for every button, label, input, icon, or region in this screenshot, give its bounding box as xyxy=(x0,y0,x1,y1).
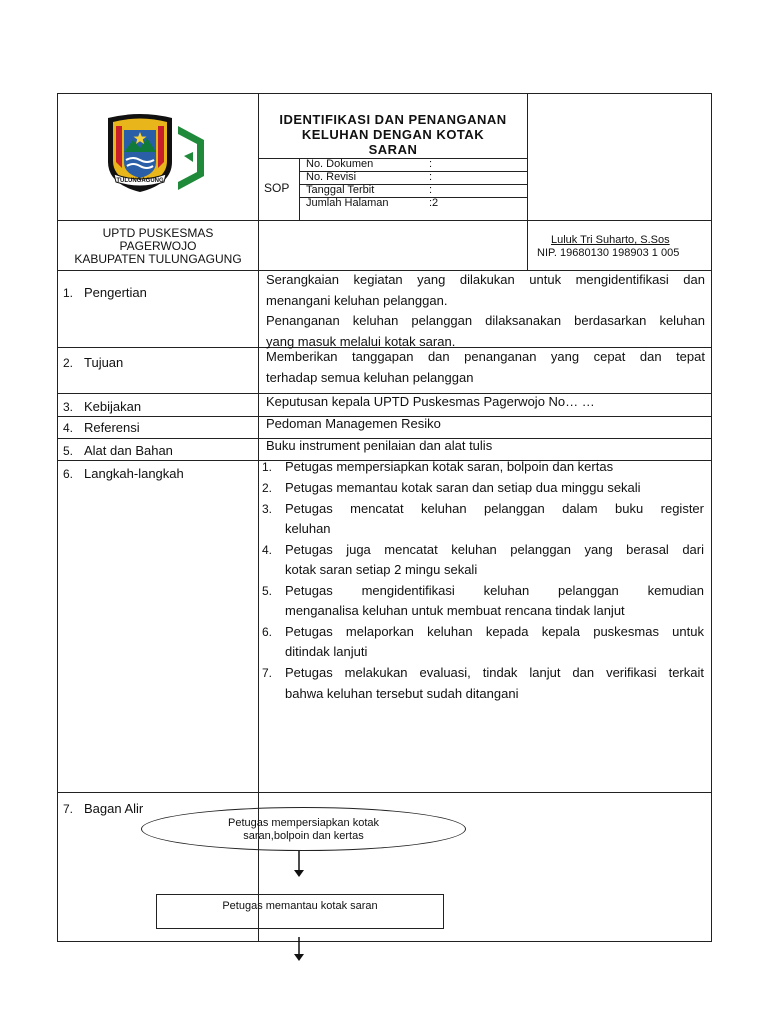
step-line: Petugas melakukan evaluasi, tindak lanjut dan verifikasi terkait xyxy=(285,665,704,680)
section-number: 5. xyxy=(63,444,74,458)
doc-title-line-3: SARAN xyxy=(368,142,418,157)
alat-text: Buku instrument penilaian dan alat tulis xyxy=(266,438,493,453)
doc-field-label: Tanggal Terbit xyxy=(306,184,375,196)
table-border-top xyxy=(57,93,712,94)
table-divider-sop xyxy=(299,158,300,220)
step-number: 7. xyxy=(262,666,273,680)
referensi-text: Pedoman Managemen Resiko xyxy=(266,416,441,431)
step-line: Petugas mencatat keluhan pelanggan dalam buku register xyxy=(285,501,704,516)
section-label-tujuan: Tujuan xyxy=(84,355,124,370)
tujuan-line: terhadap semua keluhan pelanggan xyxy=(266,370,474,385)
step-number: 3. xyxy=(262,502,273,516)
logo-banner-text: TULUNGAGUNG xyxy=(116,178,164,184)
section-label-pengertian: Pengertian xyxy=(84,285,147,300)
doc-field-value: : xyxy=(429,158,433,170)
org-line-1: UPTD PUSKESMAS xyxy=(102,226,214,240)
step-line: kotak saran setiap 2 mingu sekali xyxy=(285,562,478,577)
org-line-3: KABUPATEN TULUNGAGUNG xyxy=(74,252,242,266)
table-line-header xyxy=(57,220,712,221)
table-divider-col2 xyxy=(527,93,528,270)
doc-field-value: :2 xyxy=(429,197,439,209)
pengertian-line: yang masuk melalui kotak saran. xyxy=(266,334,456,349)
table-border-bottom xyxy=(57,941,712,942)
step-line: bahwa keluhan tersebut sudah ditangani xyxy=(285,686,519,701)
org-line-2: PAGERWOJO xyxy=(119,239,197,253)
flowchart-arrow xyxy=(292,937,306,961)
pengertian-line: Penanganan keluhan pelanggan dilaksanakan berdasarkan keluhan xyxy=(266,313,705,328)
step-number: 1. xyxy=(262,460,273,474)
step-line: Petugas mengidentifikasi keluhan pelanggan kemudian xyxy=(285,583,704,598)
pengertian-line: Serangkaian kegiatan yang dilakukan untuk mengidentifikasi dan xyxy=(266,272,705,287)
step-line: Petugas memantau kotak saran dan setiap dua minggu sekali xyxy=(285,480,641,495)
table-line-r6 xyxy=(57,792,712,793)
flowchart-start-ellipse xyxy=(141,807,466,851)
tulungagung-logo xyxy=(100,112,212,194)
section-label-alat: Alat dan Bahan xyxy=(84,443,173,458)
section-label-kebijakan: Kebijakan xyxy=(84,399,142,414)
section-number: 3. xyxy=(63,400,74,414)
doc-title-line-1: IDENTIFIKASI DAN PENANGANAN xyxy=(279,112,507,127)
step-line: ditindak lanjuti xyxy=(285,644,368,659)
pengertian-line: menangani keluhan pelanggan. xyxy=(266,293,448,308)
step-line: Petugas mempersiapkan kotak saran, bolpoin dan kertas xyxy=(285,459,614,474)
signer-nip: NIP. 19680130 198903 1 005 xyxy=(537,247,680,259)
flowchart-start-text: Petugas mempersiapkan kotak xyxy=(227,817,380,829)
section-number: 4. xyxy=(63,421,74,435)
flowchart-process-box xyxy=(156,894,444,929)
section-number: 1. xyxy=(63,286,74,300)
section-number: 7. xyxy=(63,802,74,816)
flowchart-process-text: Petugas memantau kotak saran xyxy=(222,900,378,912)
signer-name: Luluk Tri Suharto, S.Sos xyxy=(551,234,670,246)
step-number: 6. xyxy=(262,625,273,639)
step-line: menganalisa keluhan untuk membuat rencana tindak lanjut xyxy=(285,603,625,618)
flowchart-start-text: saran,bolpoin dan kertas xyxy=(243,830,364,842)
table-line-org xyxy=(57,270,712,271)
step-number: 5. xyxy=(262,584,273,598)
section-number: 6. xyxy=(63,467,74,481)
section-label-referensi: Referensi xyxy=(84,420,140,435)
kebijakan-text: Keputusan kepala UPTD Puskesmas Pagerwojo No… … xyxy=(266,394,595,409)
doc-field-value: : xyxy=(429,171,433,183)
section-number: 2. xyxy=(63,356,74,370)
doc-field-value: : xyxy=(429,184,433,196)
step-number: 2. xyxy=(262,481,273,495)
tujuan-line: Memberikan tanggapan dan penanganan yang cepat dan tepat xyxy=(266,349,705,364)
doc-title-line-2: KELUHAN DENGAN KOTAK xyxy=(301,127,485,142)
table-line-title xyxy=(258,158,528,159)
doc-field-label: Jumlah Halaman xyxy=(306,197,389,209)
step-line: keluhan xyxy=(285,521,331,536)
section-label-bagan: Bagan Alir xyxy=(84,801,144,816)
flowchart-arrow xyxy=(292,851,306,877)
section-label-langkah: Langkah-langkah xyxy=(84,466,184,481)
sop-label: SOP xyxy=(264,181,290,195)
step-line: Petugas juga mencatat keluhan pelanggan yang berasal dari xyxy=(285,542,704,557)
step-line: Petugas melaporkan keluhan kepada kepala puskesmas untuk xyxy=(285,624,704,639)
step-number: 4. xyxy=(262,543,273,557)
doc-field-label: No. Dokumen xyxy=(306,158,374,170)
doc-field-label: No. Revisi xyxy=(306,171,357,183)
